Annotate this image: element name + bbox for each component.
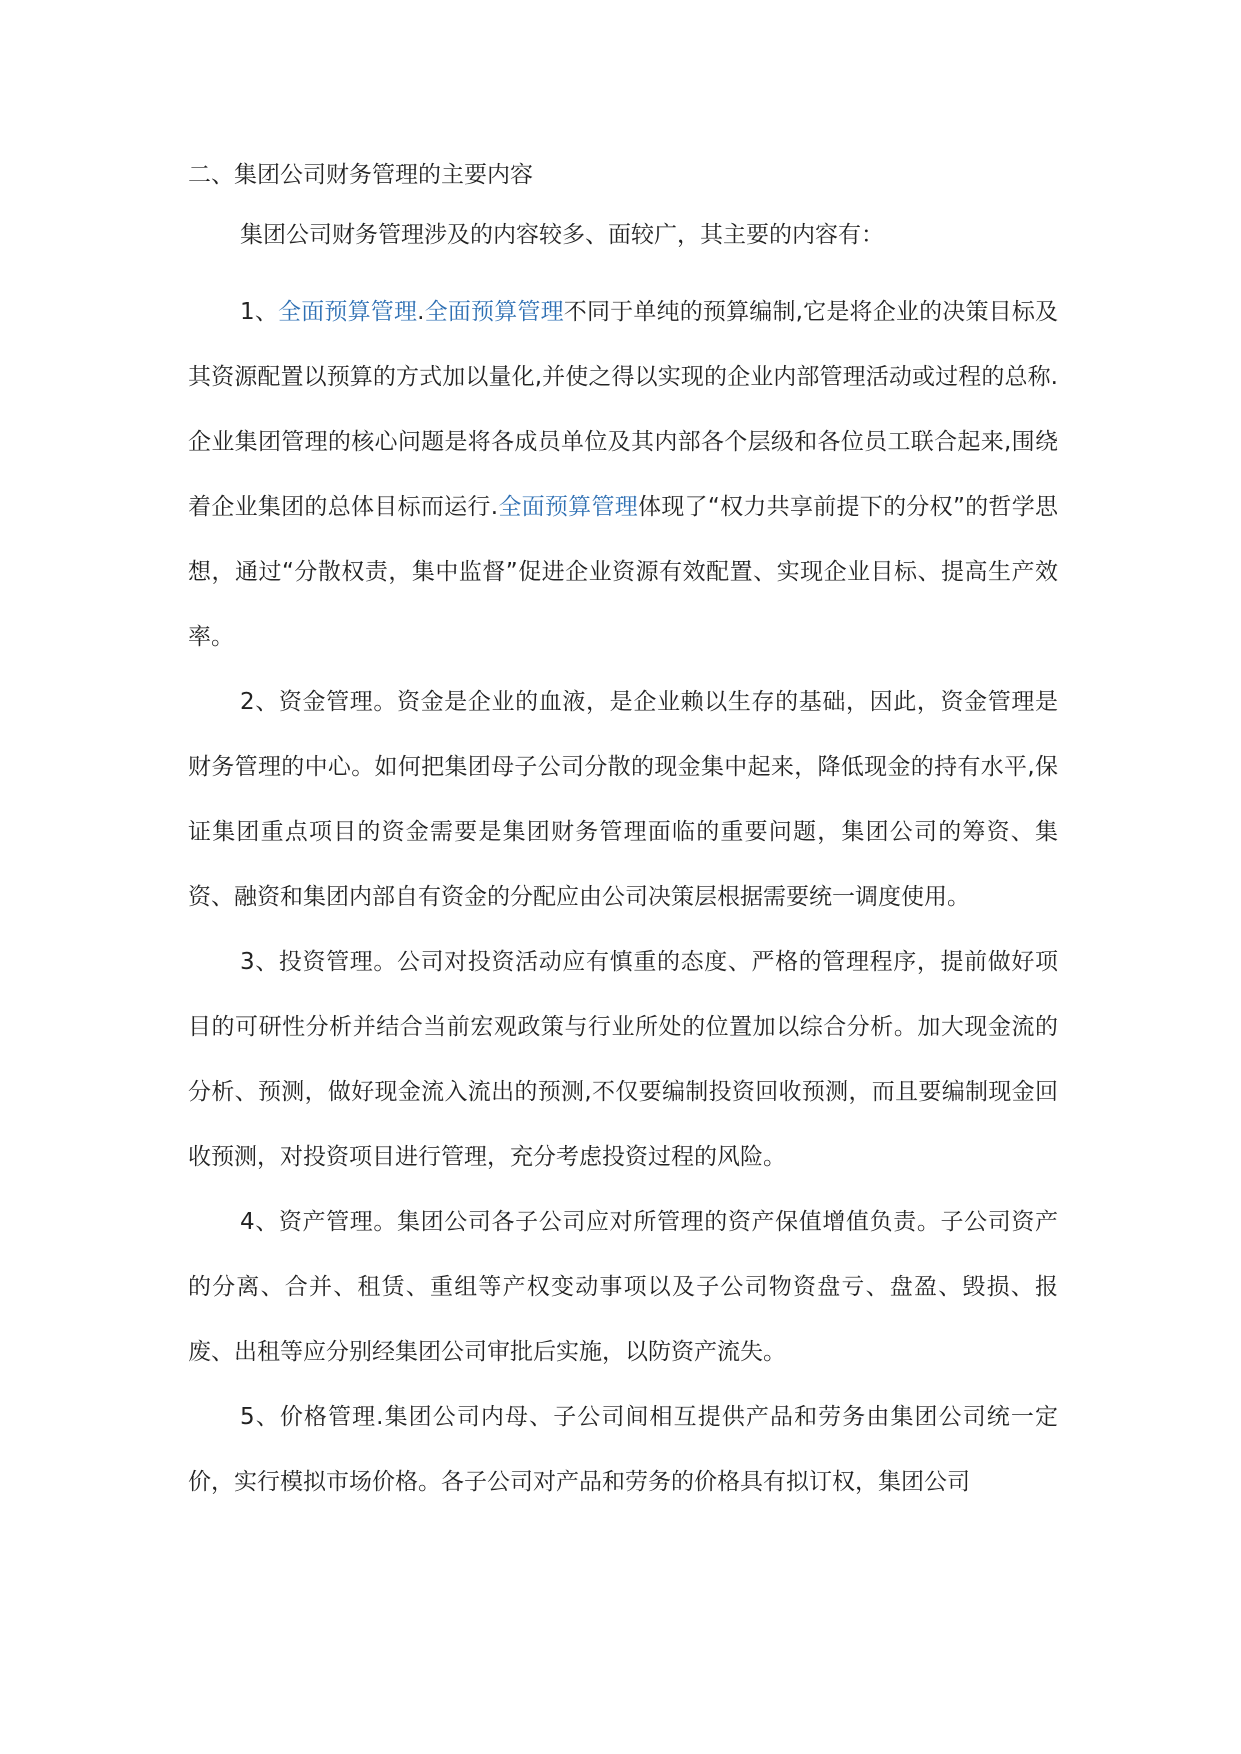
- document-page: [188, 160, 1058, 1515]
- budget-management-link-2[interactable]: 全面预算管理: [424, 299, 564, 325]
- paragraph-asset-management: 4、资产管理。集团公司各子公司应对所管理的资产保值增值负责。子公司资产的分离、合并、租赁、重组等产权变动事项以及子公司物资盘亏、盘盈、毁损、报废、出租等应分别经集团公司审批后实施，以防资产流失。: [188, 1209, 1058, 1365]
- section-heading: 二、集团公司财务管理的主要内容: [188, 162, 533, 188]
- intro-paragraph: 集团公司财务管理涉及的内容较多、面较广，其主要的内容有：: [240, 222, 884, 248]
- budget-management-link-1[interactable]: 全面预算管理: [278, 299, 418, 325]
- item-number: 1、: [240, 299, 279, 325]
- paragraph-text: 体现了“权力共享前提下的分权”的哲学思想，通过“分散权责，集中监督”促进企业资源有效配置、实现企业目标、提高生产效率。: [188, 494, 1058, 650]
- budget-management-link-3[interactable]: 全面预算管理: [498, 494, 639, 520]
- paragraph-text: 不同于单纯的预算编制,它是将企业的决策目标及其资源配置以预算的方式加以量化,并使之得以实现的企业内部管理活动或过程的总称.企业集团管理的核心问题是将各成员单位及其内部各个层级和各位员工联合起来,围绕着企业集团的总体目标而运行.: [188, 299, 1059, 520]
- paragraph-price-management: 5、价格管理.集团公司内母、子公司间相互提供产品和劳务由集团公司统一定价，实行模拟市场价格。各子公司对产品和劳务的价格具有拟订权，集团公司: [188, 1404, 1058, 1495]
- paragraph-investment-management: 3、投资管理。公司对投资活动应有慎重的态度、严格的管理程序，提前做好项目的可研性分析并结合当前宏观政策与行业所处的位置加以综合分析。加大现金流的分析、预测，做好现金流入流出的预测,不仅要编制投资回收预测，而且要编制现金回收预测，对投资项目进行管理，充分考虑投资过程的风险。: [188, 949, 1058, 1170]
- paragraph-budget-management: [188, 280, 1058, 670]
- paragraph-fund-management: 2、资金管理。资金是企业的血液，是企业赖以生存的基础，因此，资金管理是财务管理的中心。如何把集团母子公司分散的现金集中起来，降低现金的持有水平,保证集团重点项目的资金需要是集团财务管理面临的重要问题，集团公司的筹资、集资、融资和集团内部自有资金的分配应由公司决策层根据需要统一调度使用。: [188, 689, 1058, 910]
- separator: .: [417, 299, 425, 325]
